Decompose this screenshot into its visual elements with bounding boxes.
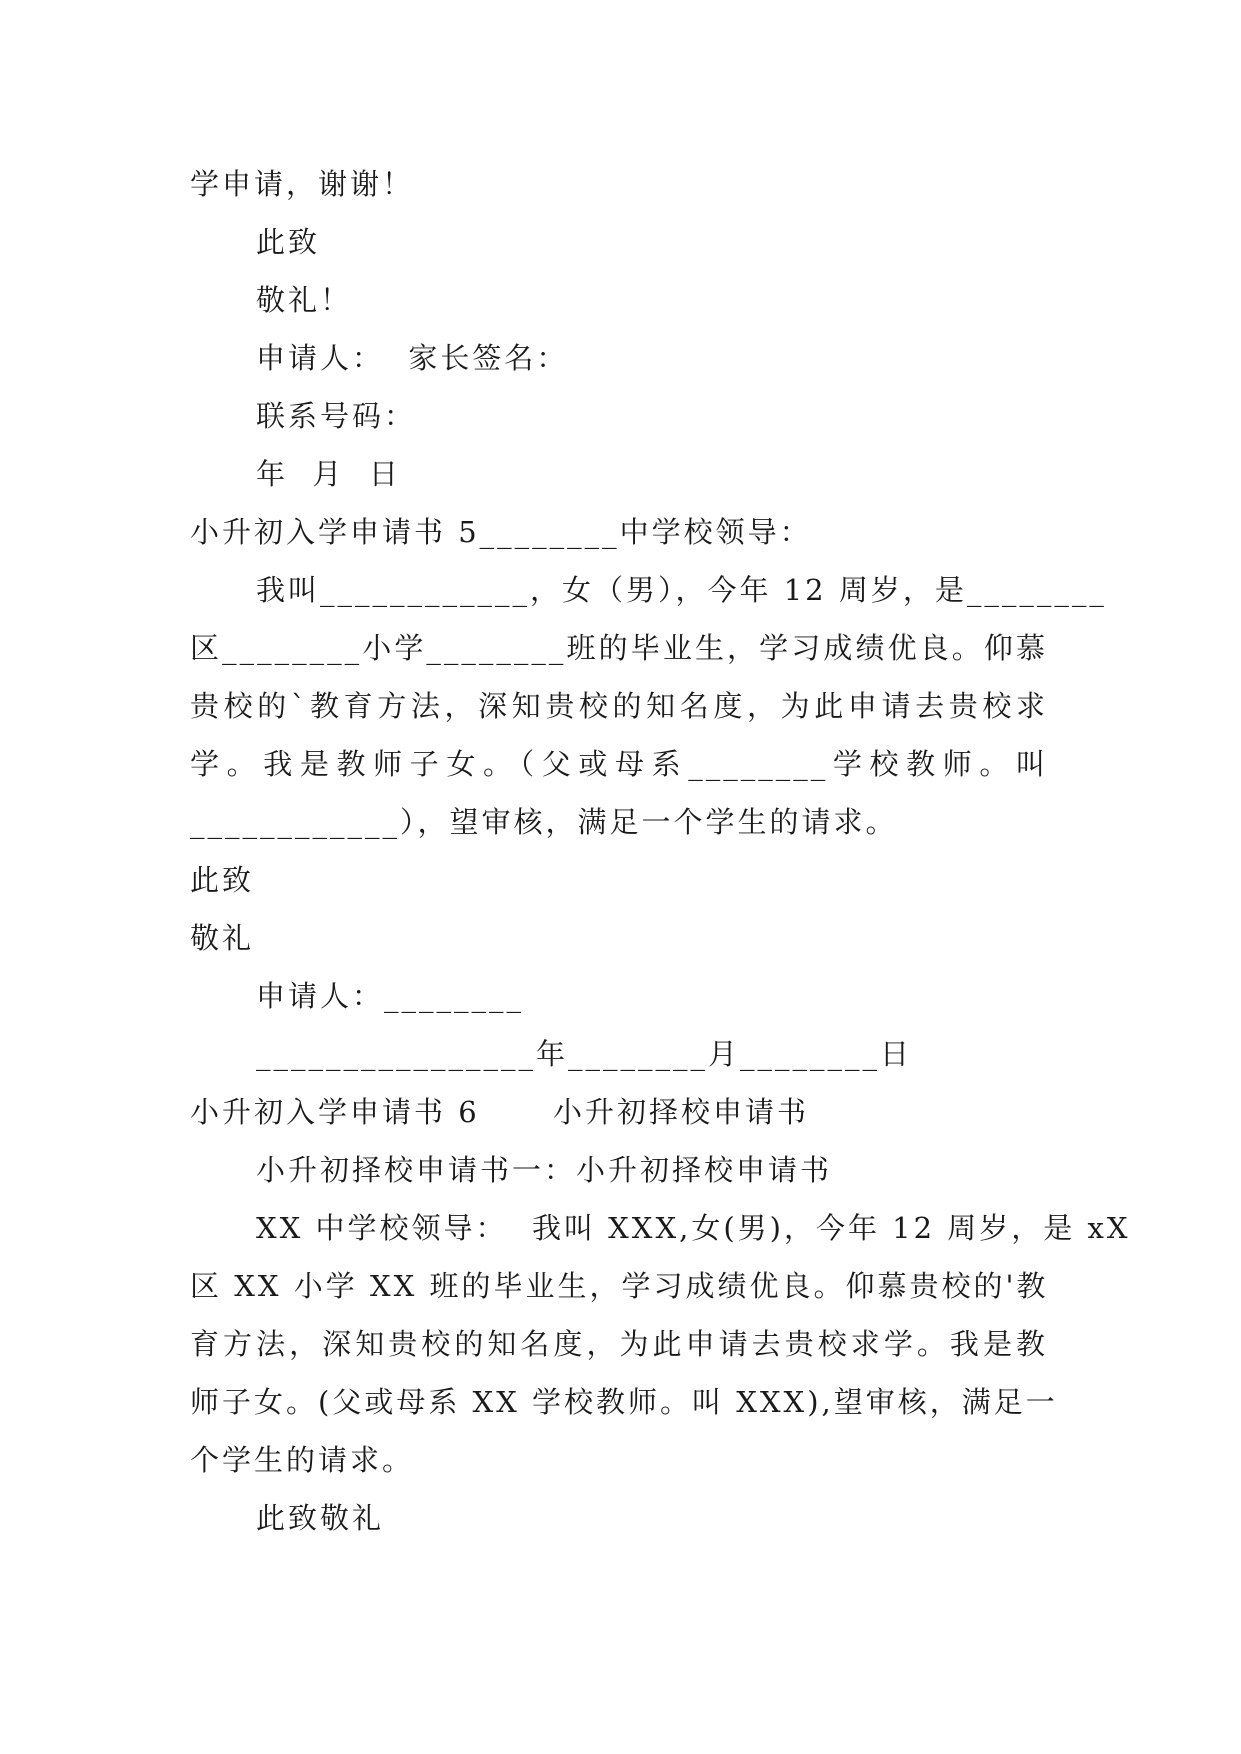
text-line: 申请人：________ <box>256 979 525 1013</box>
text-line: 区________小学________班的毕业生，学习成绩优良。仰慕 <box>190 631 1048 665</box>
text-line: ____________），望审核，满足一个学生的请求。 <box>190 805 898 839</box>
section-heading: 小升初入学申请书 5________中学校领导： <box>190 515 812 549</box>
text-line: XX 中学校领导： 我叫 XXX,女(男)，今年 12 周岁，是 xX <box>256 1211 1131 1245</box>
text-line: 此致敬礼 <box>256 1501 385 1535</box>
text-line: 育方法，深知贵校的知名度，为此申请去贵校求学。我是教 <box>190 1327 1048 1361</box>
text-line: 联系号码： <box>256 399 417 433</box>
section-heading: 小升初入学申请书 6 小升初择校申请书 <box>190 1095 809 1129</box>
text-line: 学。我是教师子女。（父或母系________学校教师。叫 <box>190 747 1048 781</box>
text-line: 师子女。(父或母系 XX 学校教师。叫 XXX),望审核，满足一 <box>190 1385 1058 1419</box>
text-line: 个学生的请求。 <box>190 1443 415 1477</box>
text-line: 贵校的`教育方法，深知贵校的知名度，为此申请去贵校求 <box>190 689 1048 723</box>
text-line: 小升初择校申请书一：小升初择校申请书 <box>256 1153 833 1187</box>
text-line: 申请人： 家长签名： <box>256 341 569 375</box>
text-line: 年 月 日 <box>256 457 401 491</box>
text-line: 区 XX 小学 XX 班的毕业生，学习成绩优良。仰慕贵校的'教 <box>190 1269 1049 1303</box>
text-line: ________________年________月________日 <box>256 1037 913 1071</box>
text-line: 学申请，谢谢！ <box>190 167 415 201</box>
text-line: 敬礼！ <box>256 283 353 317</box>
text-line: 此致 <box>190 863 255 897</box>
text-line: 我叫____________，女（男），今年 12 周岁，是________ <box>256 573 1107 607</box>
text-line: 敬礼 <box>190 921 255 955</box>
text-line: 此致 <box>256 225 321 259</box>
